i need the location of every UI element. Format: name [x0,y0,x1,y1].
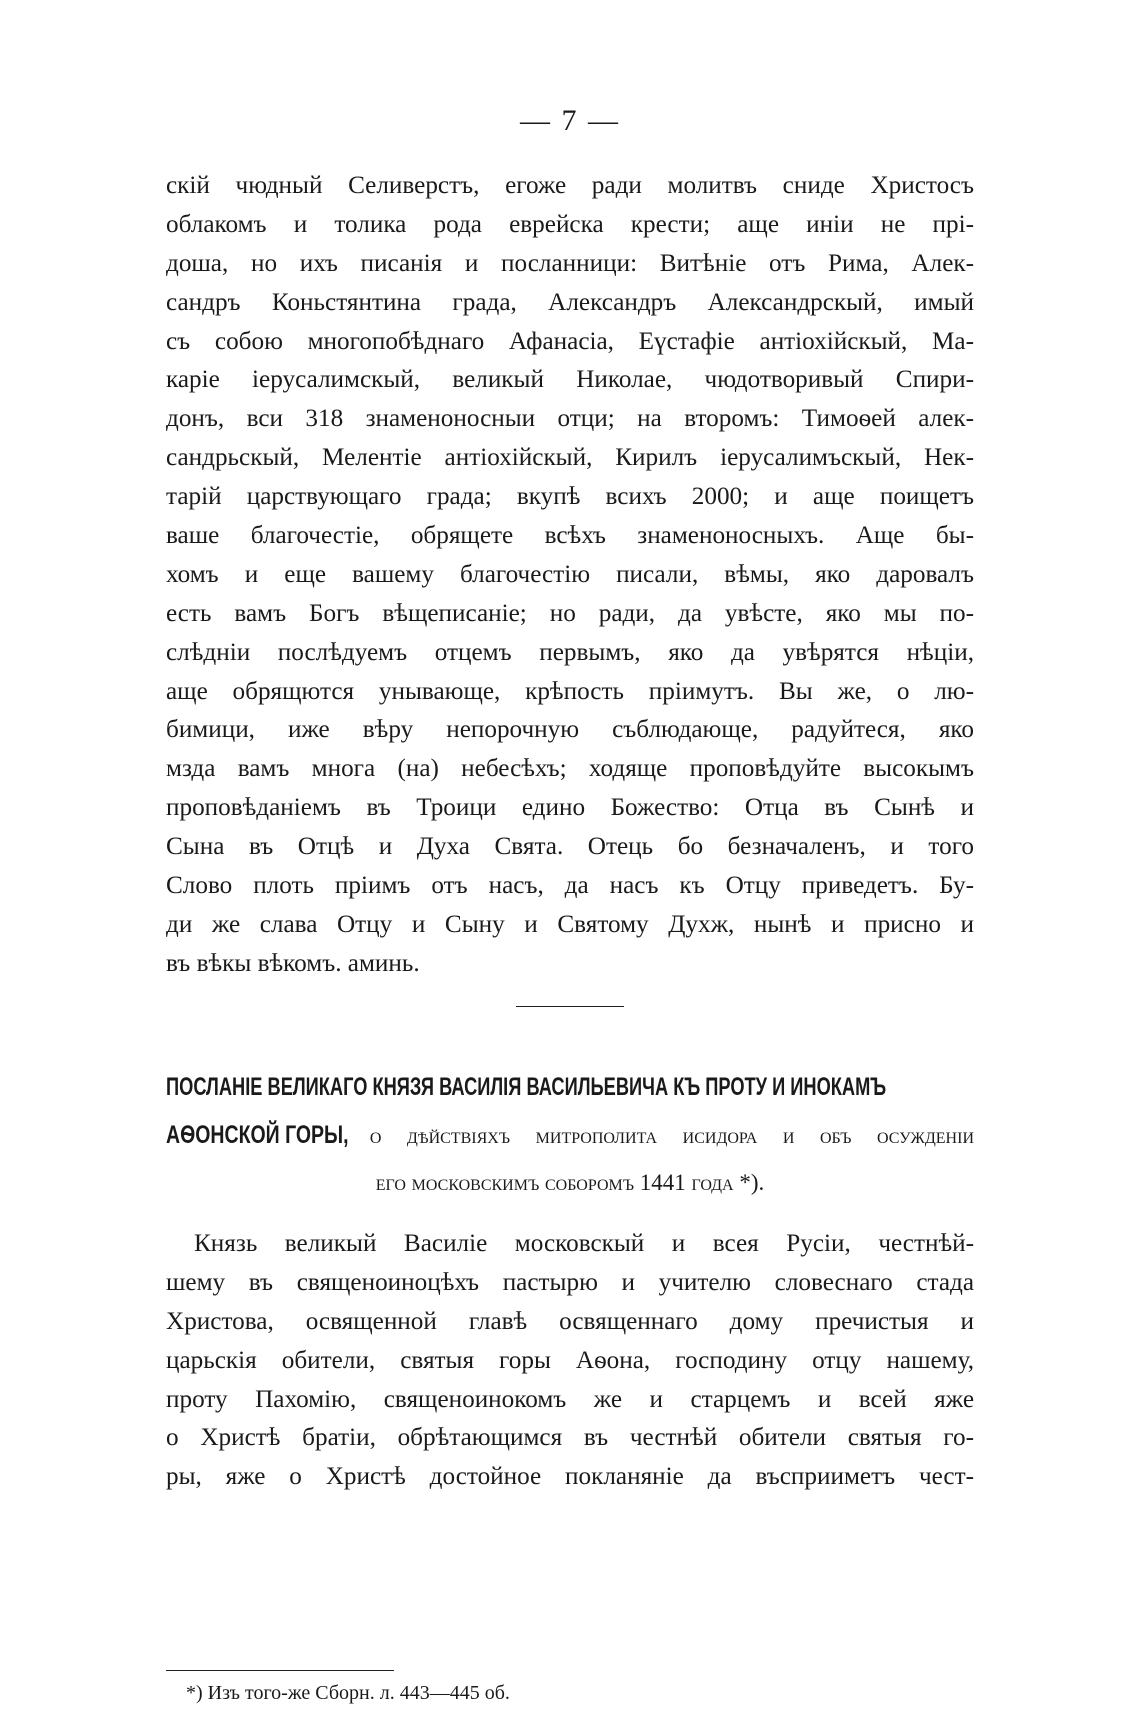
text-line: хомъ и еще вашему благочестію писали, вѣмы, яко даровалъ [166,560,974,588]
paragraph-continued [166,167,974,984]
text-line: въ вѣкы вѣкомъ. аминь. [166,949,420,977]
text-line: ры, яже о Христѣ достойное покланяніе да въсприиметъ чест- [166,1463,974,1491]
text-line: ваше благочестіе, обрящете всѣхъ знаменоносныхъ. Аще бы- [166,522,974,550]
text-line: скій чюдный Селиверстъ, егоже ради молитвъ сниде Христосъ [166,172,974,199]
title-line-2 [166,1111,974,1159]
footnote-rule [166,1670,394,1671]
text-line: съ собою многопобѣднаго Афанасіа, Еүстафіе антіохійскый, Ма- [166,327,974,355]
text-line: мзда вамъ многа (на) небесѣхъ; ходяще проповѣдуйте высокымъ [166,755,974,783]
text-line: доша, но ихъ писанія и посланници: Витѣніе отъ Рима, Алек- [166,249,974,277]
section-title [166,1063,974,1207]
text-line: сандръ Коньстянтина града, Александръ Александрскый, имый [166,288,974,316]
title-line-3 [166,1159,974,1207]
page-number: — 7 — [520,104,620,137]
title-subtitle-text: о дѣйствіяхъ митрополита исидора и объ осужденіи [369,1123,974,1148]
text-line: донъ, вси 318 знаменоносныи отци; на второмъ: Тимоѳей алек- [166,405,974,433]
text-line: проту Пахомію, священоинокомъ же и старцемъ и всей яже [166,1385,974,1413]
section-divider [516,1006,624,1007]
text-line: Христова, освященной главѣ освященнаго дому пречистыя и [166,1307,974,1335]
text-line: ди же слава Отцу и Сыну и Святому Духж, нынѣ и присно и [166,910,974,938]
text-line: шему въ священоиноцѣхъ пастырю и учителю словеснаго стада [166,1268,974,1296]
footnote: *) Изъ того-же Сборн. л. 443—445 об. [186,1682,510,1704]
text-line: царьскія обители, святыя горы Аѳона, господину отцу нашему, [166,1346,974,1374]
text-line: Слово плоть пріимъ отъ насъ, да насъ къ Отцу приведетъ. Бу- [166,872,974,900]
text-line: Сына въ Отцѣ и Духа Свята. Отець бо безначаленъ, и того [166,833,974,861]
text-line: каріе іерусалимскый, великый Николае, чюдотворивый Спири- [166,366,974,394]
letter-opening-paragraph [166,1225,974,1497]
text-line: о Христѣ братіи, обрѣтающимся въ честнѣй обители святыя го- [166,1424,974,1452]
title-caps-text: ПОСЛАНІЕ ВЕЛИКАГО КНЯЗЯ ВАСИЛІЯ ВАСИЛЬЕВИЧА КЪ ПРОТУ И ИНОКАМЪ [166,1073,887,1101]
text-line: слѣдніи послѣдуемъ отцемъ первымъ, яко да увѣрятся нѣціи, [166,638,974,666]
text-line: Князь великый Василіе московскый и всея Русіи, честнѣй- [194,1230,974,1257]
title-caps-text: АѲОНСКОЙ ГОРЫ, [166,1121,349,1149]
text-line: сандрьскый, Мелентіе антіохійскый, Кирилъ іерусалимъскый, Нек- [166,444,974,472]
text-line: бимици, иже вѣру непорочную съблюдающе, радуйтеся, яко [166,716,974,744]
title-subtitle-text: его московскимъ соборомъ 1441 года *). [375,1170,765,1195]
text-line: проповѣданіемъ въ Троици едино Божество: Отца въ Сынѣ и [166,794,974,822]
text-line: облакомъ и толика рода еврейска крести; аще иніи не прі- [166,210,974,238]
text-line: тарій царствующаго града; вкупѣ всихъ 2000; и аще поищетъ [166,483,974,511]
text-line: аще обрящются унывающе, крѣпость пріимутъ. Вы же, о лю- [166,677,974,705]
title-line-1 [166,1063,974,1111]
text-line: есть вамъ Богъ вѣщеписаніе; но ради, да увѣсте, яко мы по- [166,599,974,627]
